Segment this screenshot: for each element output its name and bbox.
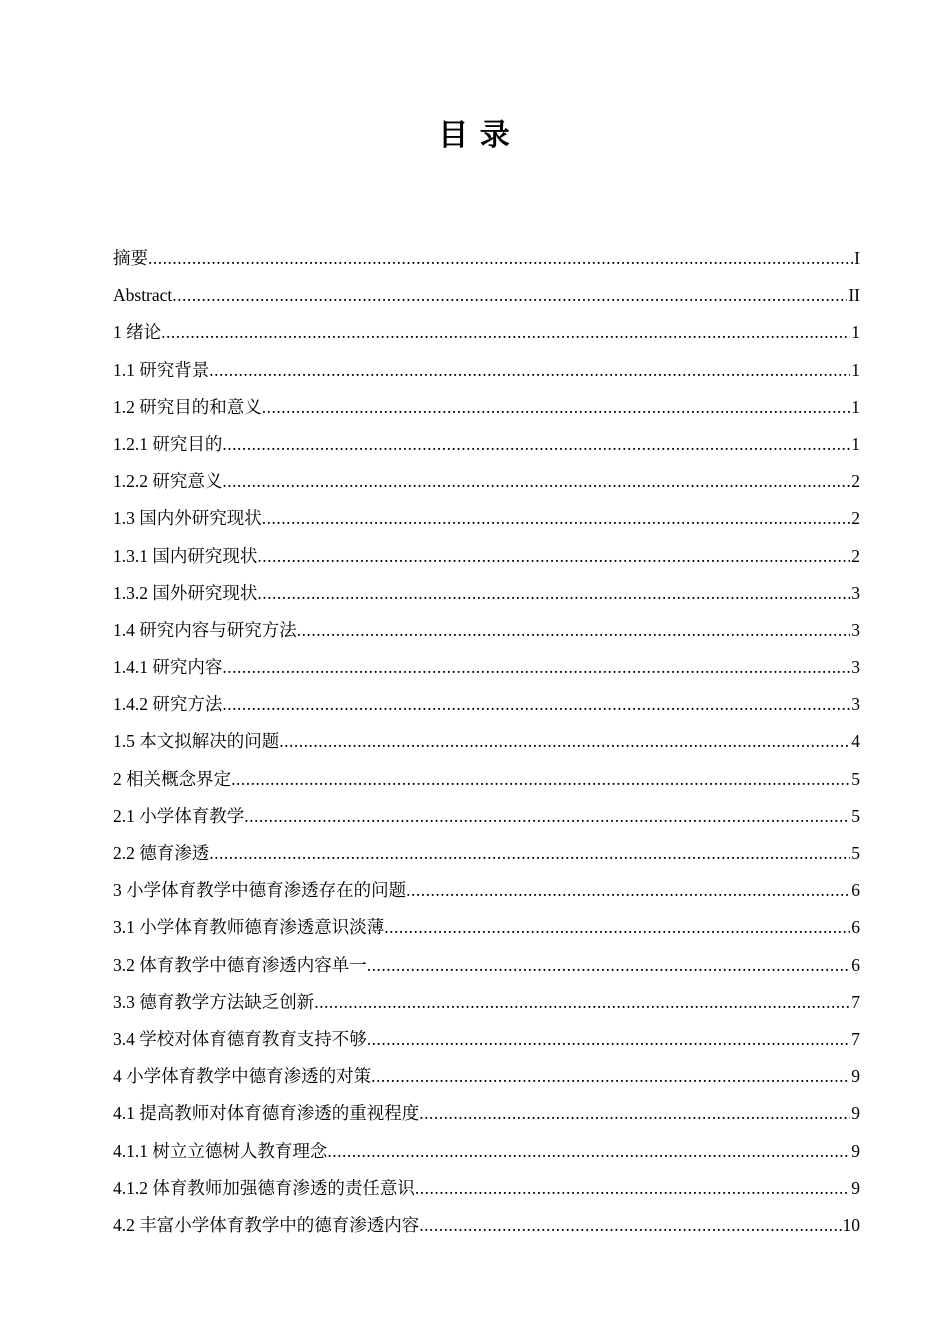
toc-entry[interactable] [113, 984, 860, 1021]
toc-entry-page: 5 [851, 843, 860, 863]
toc-leader-dots [222, 649, 850, 686]
toc-entry-label: 摘要 [113, 248, 148, 268]
toc-entry-page: 1 [851, 433, 860, 454]
toc-leader-dots [367, 1021, 851, 1058]
toc-entry[interactable] [113, 798, 860, 835]
toc-entry[interactable] [113, 1207, 860, 1244]
toc-leader-dots [209, 352, 850, 389]
toc-entry-page: 3 [851, 582, 860, 603]
toc-leader-dots [222, 463, 850, 500]
toc-leader-dots [406, 872, 850, 909]
toc-entry[interactable] [113, 947, 860, 984]
toc-leader-dots [231, 761, 850, 798]
toc-entry-label: 4.1.1 树立立德树人教育理念 [113, 1140, 328, 1161]
toc-entry[interactable] [113, 1133, 860, 1170]
toc-leader-dots [209, 835, 850, 872]
toc-leader-dots [419, 1207, 841, 1244]
toc-entry-label: 3.1 小学体育教师德育渗透意识淡薄 [113, 917, 385, 938]
toc-entry[interactable] [113, 389, 860, 426]
toc-entry-label: 2 相关概念界定 [113, 768, 232, 789]
toc-entry[interactable] [113, 1095, 860, 1132]
toc-entry[interactable] [113, 314, 860, 351]
toc-entry[interactable] [113, 723, 860, 760]
toc-leader-dots [314, 984, 850, 1021]
toc-entry-label: 1.1 研究背景 [113, 359, 210, 380]
toc-entry[interactable] [113, 1021, 860, 1058]
toc-entry[interactable] [113, 277, 860, 314]
toc-entry-label: 1.3 国内外研究现状 [113, 508, 262, 529]
toc-leader-dots [297, 612, 851, 649]
toc-entry-label: 1.4.1 研究内容 [113, 657, 223, 678]
toc-entry[interactable] [113, 761, 860, 798]
toc-entry-page: I [854, 248, 860, 268]
toc-entry-label: 2.2 德育渗透 [113, 843, 210, 863]
toc-entry-page: 7 [851, 991, 860, 1012]
toc-entry-page: 6 [851, 954, 860, 975]
toc-leader-dots [384, 909, 850, 946]
toc-leader-dots [172, 277, 847, 314]
toc-entry[interactable] [113, 426, 860, 463]
toc-entry-label: 1 绪论 [113, 322, 162, 343]
toc-entry-page: 2 [851, 471, 860, 492]
toc-leader-dots [279, 723, 850, 760]
toc-entry-label: 3.2 体育教学中德育渗透内容单一 [113, 954, 367, 975]
toc-entry[interactable] [113, 649, 860, 686]
toc-leader-dots [419, 1095, 850, 1132]
toc-entry-page: 5 [851, 805, 860, 826]
toc-entry-page: 1 [851, 359, 860, 380]
toc-entry-label: 1.4 研究内容与研究方法 [113, 619, 297, 640]
toc-entry[interactable] [113, 612, 860, 649]
toc-entry-page: 1 [851, 322, 860, 343]
toc-entry-page: 5 [851, 768, 860, 789]
toc-entry[interactable] [113, 835, 860, 872]
toc-entry-page: 2 [851, 545, 860, 566]
toc-entry-page: 9 [851, 1103, 860, 1124]
toc-leader-dots [415, 1170, 850, 1207]
toc-entry-page: 10 [842, 1214, 860, 1235]
toc-entry-page: 6 [851, 917, 860, 938]
toc-leader-dots [371, 1058, 850, 1095]
toc-entry-label: 4.1.2 体育教师加强德育渗透的责任意识 [113, 1177, 415, 1198]
toc-entry-label: 1.2.1 研究目的 [113, 433, 223, 454]
toc-title: 目 录 [438, 119, 512, 152]
toc-entry-page: 9 [851, 1140, 860, 1161]
toc-entry[interactable] [113, 500, 860, 537]
toc-entry-page: 3 [851, 657, 860, 678]
toc-entry[interactable] [113, 240, 860, 277]
toc-leader-dots [222, 686, 850, 723]
toc-entry-label: 4.1 提高教师对体育德育渗透的重视程度 [113, 1103, 420, 1124]
toc-leader-dots [257, 575, 850, 612]
toc-entry-page: II [848, 285, 860, 306]
toc-leader-dots [244, 798, 850, 835]
toc-entry-label: Abstract [113, 285, 173, 306]
toc-list [0, 240, 950, 1244]
toc-entry[interactable] [113, 575, 860, 612]
toc-entry-page: 3 [851, 619, 860, 640]
toc-entry-page: 9 [851, 1066, 860, 1087]
toc-entry-label: 4.2 丰富小学体育教学中的德育渗透内容 [113, 1214, 420, 1235]
toc-entry-label: 1.2.2 研究意义 [113, 471, 223, 492]
toc-leader-dots [148, 240, 853, 277]
toc-leader-dots [367, 947, 851, 984]
toc-entry-label: 1.4.2 研究方法 [113, 694, 223, 715]
toc-entry-page: 2 [851, 508, 860, 529]
toc-leader-dots [327, 1133, 850, 1170]
toc-leader-dots [257, 538, 850, 575]
toc-entry-label: 3 小学体育教学中德育渗透存在的问题 [113, 880, 407, 901]
toc-leader-dots [262, 500, 851, 537]
toc-entry-label: 1.2 研究目的和意义 [113, 396, 262, 417]
toc-entry[interactable] [113, 872, 860, 909]
toc-entry-page: 7 [851, 1028, 860, 1049]
toc-entry-label: 1.3.1 国内研究现状 [113, 545, 258, 566]
toc-entry-label: 1.3.2 国外研究现状 [113, 582, 258, 603]
toc-entry[interactable] [113, 1058, 860, 1095]
toc-entry[interactable] [113, 909, 860, 946]
toc-leader-dots [262, 389, 851, 426]
toc-entry-page: 3 [851, 694, 860, 715]
toc-entry[interactable] [113, 352, 860, 389]
toc-entry-label: 1.5 本文拟解决的问题 [113, 731, 280, 752]
toc-entry[interactable] [113, 686, 860, 723]
toc-entry-label: 3.3 德育教学方法缺乏创新 [113, 991, 315, 1012]
toc-entry-label: 3.4 学校对体育德育教育支持不够 [113, 1028, 367, 1049]
toc-entry-page: 6 [851, 880, 860, 901]
toc-entry-label: 4 小学体育教学中德育渗透的对策 [113, 1066, 372, 1087]
toc-leader-dots [161, 314, 850, 351]
toc-entry[interactable] [113, 463, 860, 500]
toc-entry-label: 2.1 小学体育教学 [113, 805, 245, 826]
toc-entry[interactable] [113, 538, 860, 575]
toc-entry-page: 1 [851, 396, 860, 417]
toc-entry-page: 4 [851, 731, 860, 752]
toc-entry-page: 9 [851, 1177, 860, 1198]
toc-leader-dots [222, 426, 850, 463]
toc-entry[interactable] [113, 1170, 860, 1207]
